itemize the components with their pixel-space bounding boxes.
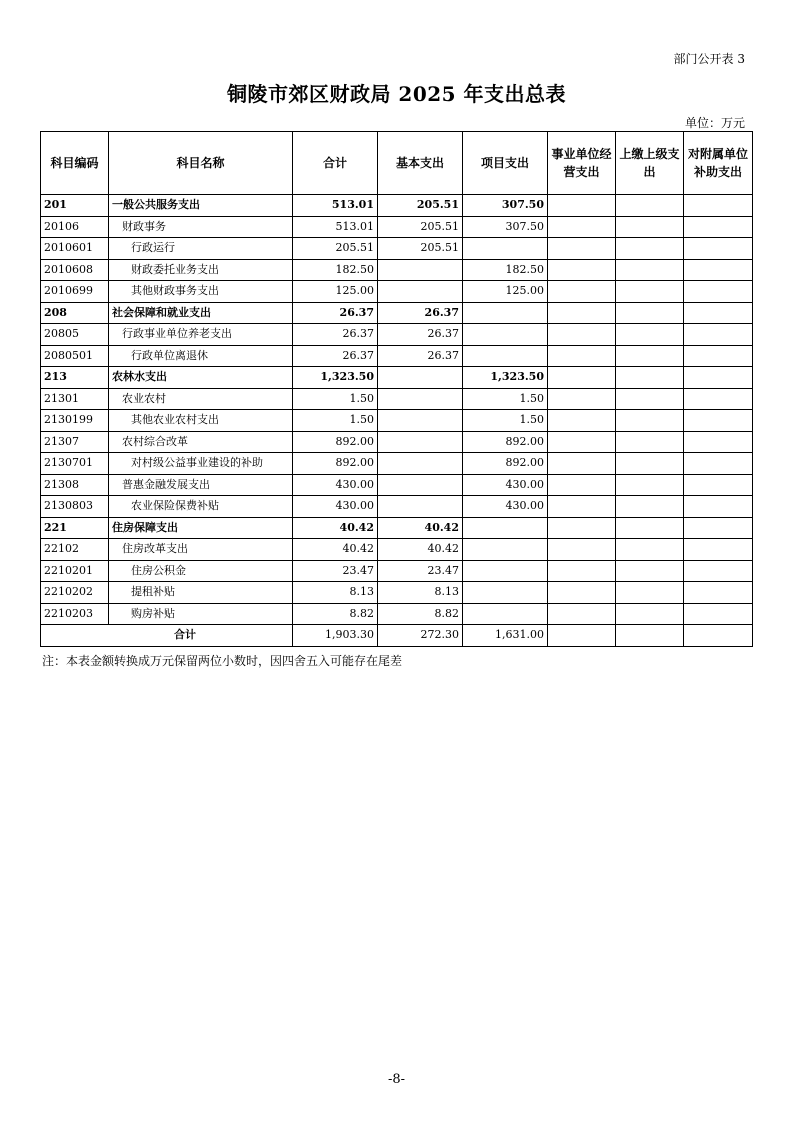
table-row xyxy=(41,560,753,582)
cell-basic: 8.13 xyxy=(378,582,463,604)
cell-code: 2130701 xyxy=(41,453,109,475)
cell-business xyxy=(548,367,616,389)
cell-code: 20106 xyxy=(41,216,109,238)
cell-remit xyxy=(616,517,684,539)
cell-business xyxy=(548,345,616,367)
cell-project xyxy=(463,603,548,625)
cell-business xyxy=(548,259,616,281)
cell-name: 农村综合改革 xyxy=(109,431,293,453)
table-row xyxy=(41,324,753,346)
total-project: 1,631.00 xyxy=(463,625,548,647)
cell-basic xyxy=(378,474,463,496)
cell-subsidy xyxy=(684,302,753,324)
cell-business xyxy=(548,410,616,432)
col-header-basic: 基本支出 xyxy=(378,132,463,195)
cell-remit xyxy=(616,603,684,625)
cell-basic xyxy=(378,410,463,432)
cell-business xyxy=(548,238,616,260)
cell-name: 购房补贴 xyxy=(109,603,293,625)
cell-remit xyxy=(616,259,684,281)
cell-basic: 26.37 xyxy=(378,302,463,324)
cell-total: 40.42 xyxy=(293,539,378,561)
cell-subsidy xyxy=(684,195,753,217)
cell-project xyxy=(463,582,548,604)
cell-subsidy xyxy=(684,431,753,453)
col-header-subsidy: 对附属单位补助支出 xyxy=(684,132,753,195)
cell-remit xyxy=(616,281,684,303)
cell-subsidy xyxy=(684,453,753,475)
total-label: 合计 xyxy=(41,625,293,647)
cell-name: 对村级公益事业建设的补助 xyxy=(109,453,293,475)
total-basic: 272.30 xyxy=(378,625,463,647)
cell-remit xyxy=(616,238,684,260)
table-row xyxy=(41,582,753,604)
table-row xyxy=(41,431,753,453)
cell-remit xyxy=(616,474,684,496)
table-row xyxy=(41,345,753,367)
cell-code: 2210203 xyxy=(41,603,109,625)
cell-project: 430.00 xyxy=(463,474,548,496)
footnote: 注：本表金额转换成万元保留两位小数时，因四舍五入可能存在尾差 xyxy=(42,654,403,668)
cell-total: 513.01 xyxy=(293,216,378,238)
cell-total: 513.01 xyxy=(293,195,378,217)
cell-code: 2010601 xyxy=(41,238,109,260)
expenditure-table xyxy=(40,131,753,647)
cell-subsidy xyxy=(684,560,753,582)
cell-subsidy xyxy=(684,496,753,518)
cell-subsidy xyxy=(684,388,753,410)
cell-basic xyxy=(378,388,463,410)
cell-business xyxy=(548,431,616,453)
cell-name: 农林水支出 xyxy=(109,367,293,389)
cell-basic xyxy=(378,453,463,475)
cell-subsidy xyxy=(684,517,753,539)
table-row xyxy=(41,216,753,238)
cell-total: 430.00 xyxy=(293,496,378,518)
cell-basic: 40.42 xyxy=(378,517,463,539)
table-row xyxy=(41,259,753,281)
cell-code: 2210201 xyxy=(41,560,109,582)
page-number: -8- xyxy=(387,1072,406,1087)
cell-code: 2210202 xyxy=(41,582,109,604)
cell-business xyxy=(548,324,616,346)
cell-name: 财政事务 xyxy=(109,216,293,238)
cell-code: 20805 xyxy=(41,324,109,346)
cell-business xyxy=(548,453,616,475)
cell-code: 2130199 xyxy=(41,410,109,432)
cell-basic: 26.37 xyxy=(378,345,463,367)
cell-remit xyxy=(616,345,684,367)
cell-total: 26.37 xyxy=(293,345,378,367)
cell-code: 22102 xyxy=(41,539,109,561)
table-row xyxy=(41,496,753,518)
table-row xyxy=(41,195,753,217)
cell-business xyxy=(548,388,616,410)
cell-basic: 40.42 xyxy=(378,539,463,561)
col-header-project: 项目支出 xyxy=(463,132,548,195)
cell-basic xyxy=(378,281,463,303)
cell-subsidy xyxy=(684,539,753,561)
cell-name: 其他财政事务支出 xyxy=(109,281,293,303)
cell-name: 住房改革支出 xyxy=(109,539,293,561)
cell-remit xyxy=(616,539,684,561)
cell-subsidy xyxy=(684,238,753,260)
total-sum: 1,903.30 xyxy=(293,625,378,647)
cell-business xyxy=(548,517,616,539)
cell-remit xyxy=(616,582,684,604)
cell-name: 社会保障和就业支出 xyxy=(109,302,293,324)
cell-basic xyxy=(378,259,463,281)
cell-remit xyxy=(616,302,684,324)
cell-remit xyxy=(616,324,684,346)
cell-name: 住房保障支出 xyxy=(109,517,293,539)
unit-label: 单位：万元 xyxy=(684,116,745,130)
cell-code: 2010608 xyxy=(41,259,109,281)
cell-remit xyxy=(616,216,684,238)
cell-name: 行政运行 xyxy=(109,238,293,260)
cell-name: 住房公积金 xyxy=(109,560,293,582)
cell-name: 其他农业农村支出 xyxy=(109,410,293,432)
cell-project: 892.00 xyxy=(463,431,548,453)
cell-basic: 205.51 xyxy=(378,195,463,217)
table-body xyxy=(41,195,753,647)
cell-basic: 26.37 xyxy=(378,324,463,346)
col-header-remit: 上缴上级支出 xyxy=(616,132,684,195)
cell-code: 208 xyxy=(41,302,109,324)
cell-remit xyxy=(616,388,684,410)
table-tag: 部门公开表 3 xyxy=(673,52,745,66)
cell-code: 2010699 xyxy=(41,281,109,303)
cell-total: 23.47 xyxy=(293,560,378,582)
cell-project xyxy=(463,517,548,539)
cell-basic xyxy=(378,431,463,453)
cell-project: 182.50 xyxy=(463,259,548,281)
cell-project: 1,323.50 xyxy=(463,367,548,389)
table-row xyxy=(41,517,753,539)
cell-project: 307.50 xyxy=(463,195,548,217)
cell-project xyxy=(463,345,548,367)
cell-name: 一般公共服务支出 xyxy=(109,195,293,217)
cell-subsidy xyxy=(684,345,753,367)
cell-code: 21308 xyxy=(41,474,109,496)
table-row xyxy=(41,453,753,475)
cell-business xyxy=(548,582,616,604)
cell-name: 农业保险保费补贴 xyxy=(109,496,293,518)
cell-business xyxy=(548,216,616,238)
cell-name: 行政事业单位养老支出 xyxy=(109,324,293,346)
cell-business xyxy=(548,474,616,496)
cell-subsidy xyxy=(684,324,753,346)
cell-remit xyxy=(616,367,684,389)
table-header-row xyxy=(41,132,753,195)
cell-total: 1.50 xyxy=(293,388,378,410)
cell-subsidy xyxy=(684,216,753,238)
cell-code: 21301 xyxy=(41,388,109,410)
cell-business xyxy=(548,281,616,303)
cell-project xyxy=(463,324,548,346)
cell-total: 892.00 xyxy=(293,431,378,453)
cell-code: 2130803 xyxy=(41,496,109,518)
col-header-total: 合计 xyxy=(293,132,378,195)
cell-basic xyxy=(378,367,463,389)
cell-remit xyxy=(616,453,684,475)
cell-name: 普惠金融发展支出 xyxy=(109,474,293,496)
cell-basic: 23.47 xyxy=(378,560,463,582)
cell-project xyxy=(463,238,548,260)
cell-basic: 8.82 xyxy=(378,603,463,625)
cell-subsidy xyxy=(684,367,753,389)
cell-project: 1.50 xyxy=(463,388,548,410)
cell-remit xyxy=(616,431,684,453)
total-row xyxy=(41,625,753,647)
cell-business xyxy=(548,603,616,625)
col-header-business: 事业单位经营支出 xyxy=(548,132,616,195)
cell-code: 2080501 xyxy=(41,345,109,367)
cell-total: 182.50 xyxy=(293,259,378,281)
cell-code: 21307 xyxy=(41,431,109,453)
cell-remit xyxy=(616,410,684,432)
table-row xyxy=(41,238,753,260)
cell-name: 行政单位离退休 xyxy=(109,345,293,367)
cell-total: 8.13 xyxy=(293,582,378,604)
cell-subsidy xyxy=(684,281,753,303)
cell-project: 430.00 xyxy=(463,496,548,518)
cell-project: 307.50 xyxy=(463,216,548,238)
table-row xyxy=(41,388,753,410)
cell-name: 财政委托业务支出 xyxy=(109,259,293,281)
cell-remit xyxy=(616,195,684,217)
cell-name: 农业农村 xyxy=(109,388,293,410)
cell-total: 125.00 xyxy=(293,281,378,303)
cell-total: 1.50 xyxy=(293,410,378,432)
cell-project: 1.50 xyxy=(463,410,548,432)
cell-total: 430.00 xyxy=(293,474,378,496)
cell-total: 26.37 xyxy=(293,302,378,324)
table-row xyxy=(41,603,753,625)
cell-project: 125.00 xyxy=(463,281,548,303)
col-header-code: 科目编码 xyxy=(41,132,109,195)
cell-basic: 205.51 xyxy=(378,216,463,238)
total-subsidy xyxy=(684,625,753,647)
table-row xyxy=(41,539,753,561)
cell-business xyxy=(548,539,616,561)
cell-total: 892.00 xyxy=(293,453,378,475)
cell-subsidy xyxy=(684,410,753,432)
table-row xyxy=(41,474,753,496)
cell-total: 205.51 xyxy=(293,238,378,260)
cell-subsidy xyxy=(684,603,753,625)
cell-code: 201 xyxy=(41,195,109,217)
cell-subsidy xyxy=(684,582,753,604)
cell-business xyxy=(548,195,616,217)
cell-code: 213 xyxy=(41,367,109,389)
cell-business xyxy=(548,560,616,582)
page-title: 铜陵市郊区财政局 2025 年支出总表 xyxy=(226,82,567,106)
table-row xyxy=(41,410,753,432)
cell-subsidy xyxy=(684,259,753,281)
table-row xyxy=(41,367,753,389)
cell-subsidy xyxy=(684,474,753,496)
cell-project xyxy=(463,539,548,561)
cell-basic xyxy=(378,496,463,518)
cell-project: 892.00 xyxy=(463,453,548,475)
cell-remit xyxy=(616,496,684,518)
table-row xyxy=(41,281,753,303)
total-business xyxy=(548,625,616,647)
cell-remit xyxy=(616,560,684,582)
cell-project xyxy=(463,302,548,324)
col-header-name: 科目名称 xyxy=(109,132,293,195)
cell-business xyxy=(548,302,616,324)
total-remit xyxy=(616,625,684,647)
cell-basic: 205.51 xyxy=(378,238,463,260)
cell-total: 1,323.50 xyxy=(293,367,378,389)
table-row xyxy=(41,302,753,324)
cell-project xyxy=(463,560,548,582)
cell-total: 8.82 xyxy=(293,603,378,625)
cell-total: 40.42 xyxy=(293,517,378,539)
cell-business xyxy=(548,496,616,518)
cell-total: 26.37 xyxy=(293,324,378,346)
cell-code: 221 xyxy=(41,517,109,539)
cell-name: 提租补贴 xyxy=(109,582,293,604)
